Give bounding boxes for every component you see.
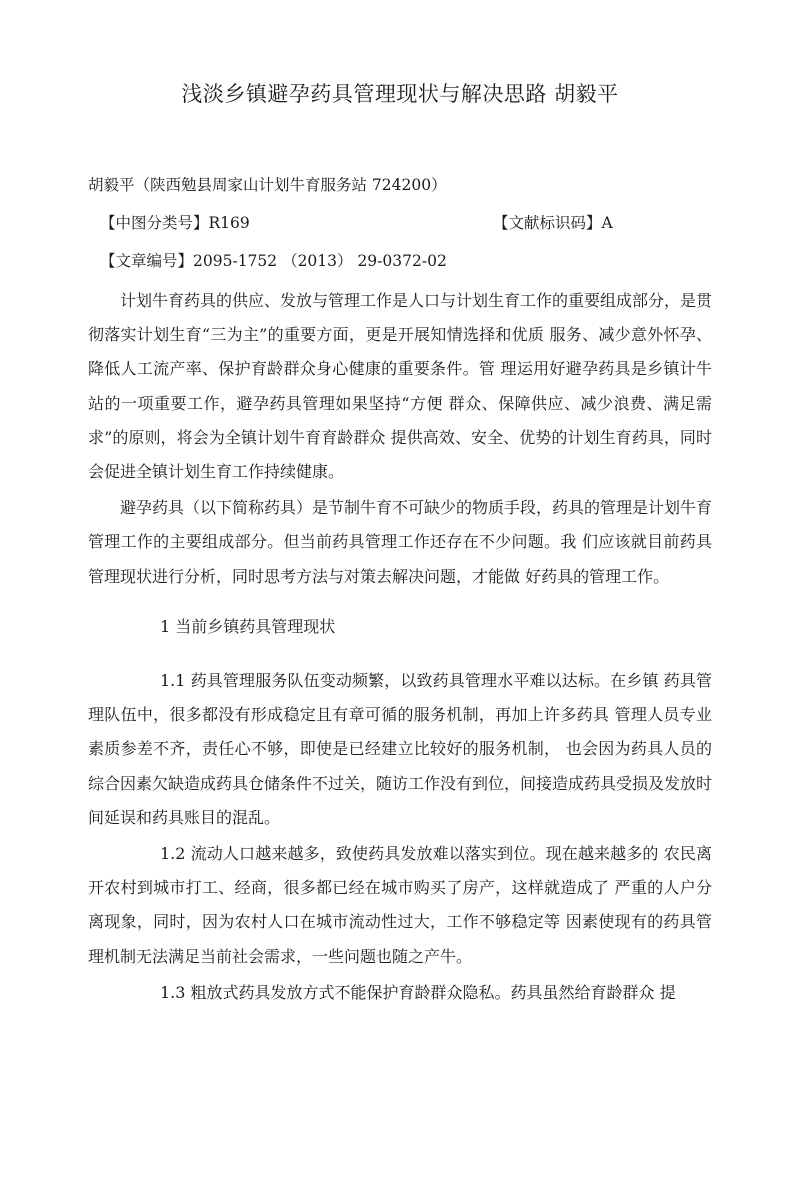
subsection-paragraph: 1.2 流动人口越来越多，致使药具发放难以落实到位。现在越来越多的 农民离开农村到城市打工、经商，很多都已经在城市购买了房产，这样就造成了 严重的人户分离现象，同时，因为农村人口在城市流动性过大，工作不够稳定等 因素使现有的药具管理机制无法满足当前社会需求，一些问题也随之产牛。 [88,844,712,966]
body-paragraph: 避孕药具（以下简称药具）是节制牛育不可缺少的物质手段，药具的管理是计划牛育管理工作的主要组成部分。但当前药具管理工作还存在不少问题。我 们应该就目前药具管理现状进行分析，同时思考方法与对策去解决问题，才能做 好药具的管理工作。 [88,498,713,586]
subsection-paragraph: 1.3 粗放式药具发放方式不能保护育龄群众隐私。药具虽然给育龄群众 提 [160,982,676,1002]
article-number [100,249,447,271]
section-heading: 1 当前乡镇药具管理现状 [160,616,336,636]
article-id-value: 2095-1752 （2013） 29-0372-02 [193,252,447,270]
clc-label: 【中图分类号】 [100,214,209,232]
clc-value: R169 [208,214,250,232]
document-title: 浅淡乡镇避孕药具管理现状与解决思路 胡毅平 [181,82,619,106]
document-body [88,284,712,1010]
author-affiliation: 胡毅平（陕西勉县周家山计划牛育服务站 724200） [88,176,447,194]
document-identifier [493,211,613,233]
subsection-paragraph: 1.1 药具管理服务队伍变动频繁，以致药具管理水平难以达标。在乡镇 药具管理队伍中，很多都没有形成稳定且有章可循的服务机制，再加上许多药具 管理人员专业素质参差不齐，责任心不够，即使是已经建立比较好的服务机制， 也会因为药具人员的综合因素欠缺造成药具仓储条件不过关，随访工作没有到位，间接造成药具受损及发放时间延误和药具账目的混乱。 [88,671,713,827]
body-paragraph: 计划牛育药具的供应、发放与管理工作是人口与计划生育工作的重要组成部分，是贯彻落实计划生育“三为主”的重要方面，更是开展知情选择和优质 服务、减少意外怀孕、降低人工流产率、保护育龄群众身心健康的重要条件。管 理运用好避孕药具是乡镇计牛站的一项重要工作，避孕药具管理如果坚持“方便 群众、保障供应、减少浪费、满足需求”的原则，将会为全镇计划牛育育龄群众 提供高效、安全、优势的计划生育药具，同时会促进全镇计划生育工作持续健康。 [88,291,713,482]
article-id-label: 【文章编号】 [100,252,194,270]
clc-number [100,211,250,233]
doc-id-label: 【文献标识码】 [493,214,602,232]
doc-id-value: A [601,214,613,232]
